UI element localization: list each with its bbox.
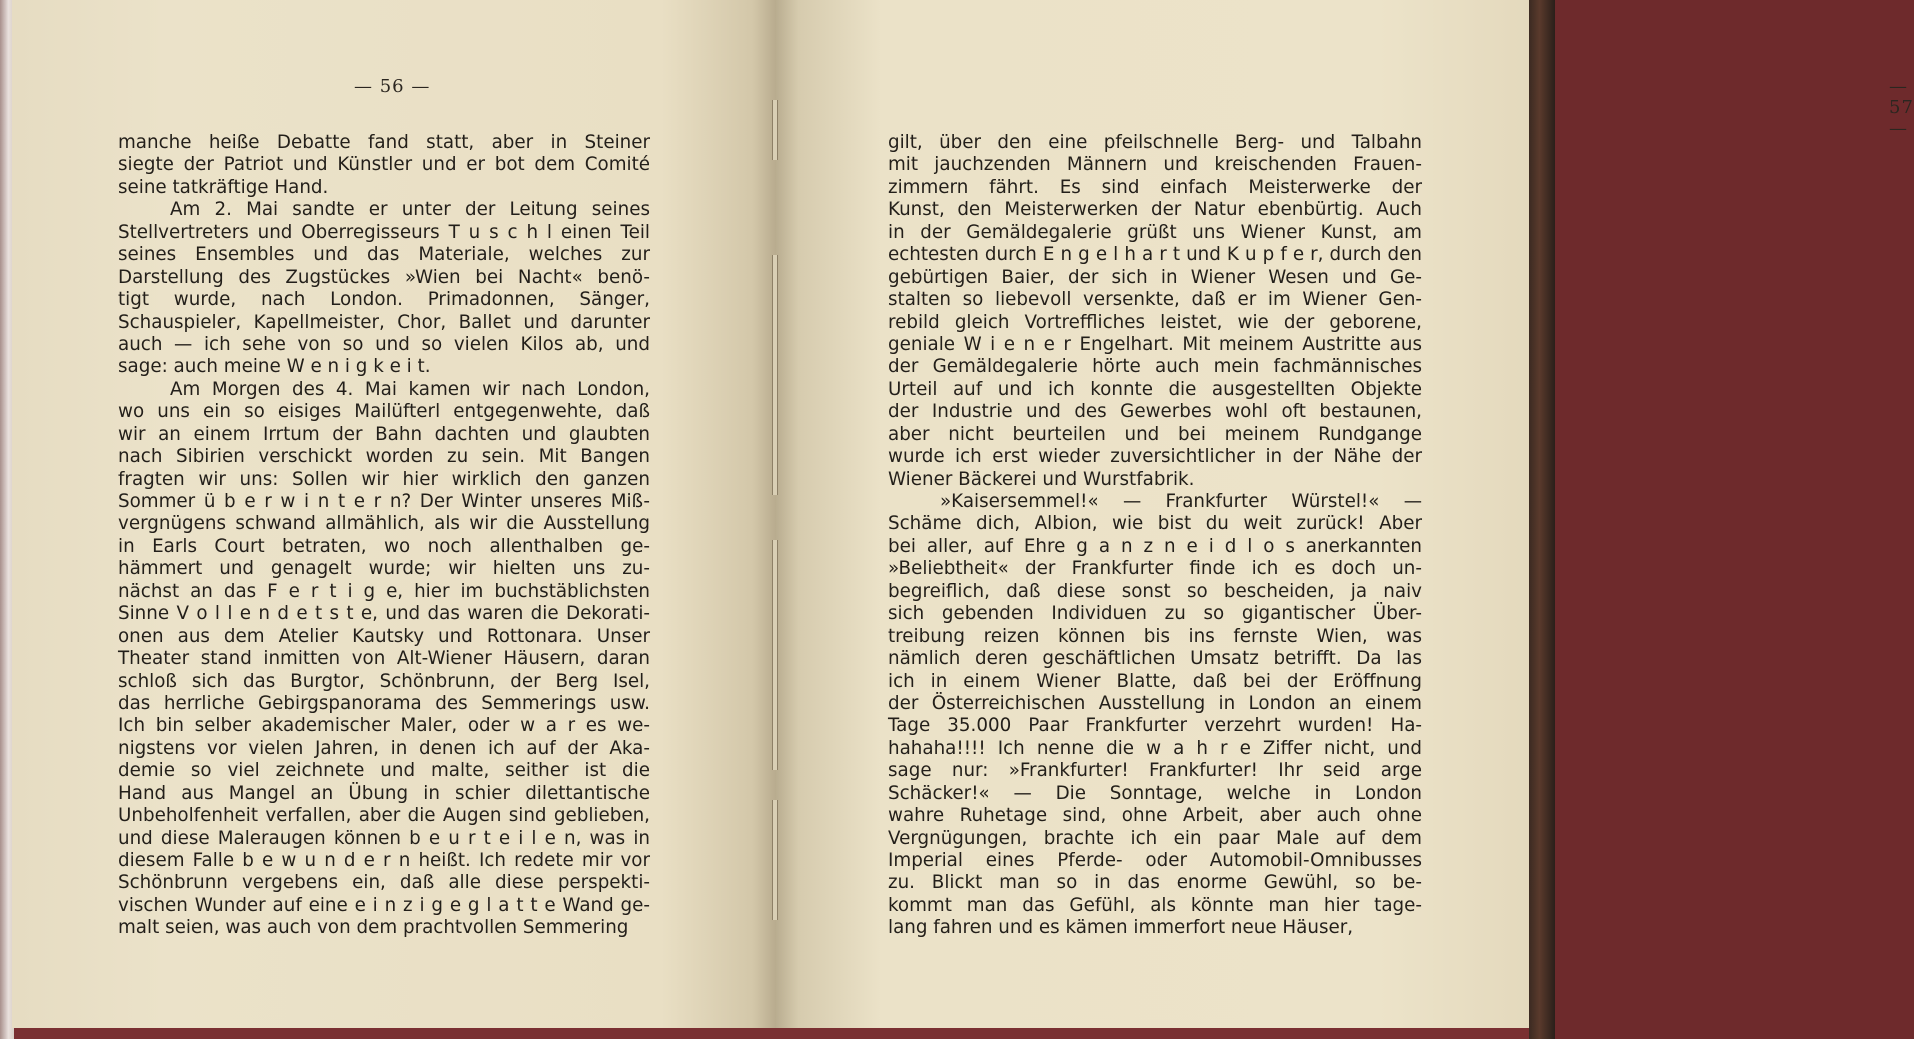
text-line: sich gebenden Individuen zu so gigantischer Über- (888, 603, 1422, 625)
text-line: Schäcker!« — Die Sonntage, welche in London (888, 782, 1422, 804)
text-line: hämmert und genagelt wurde; wir hielten uns zu- (118, 558, 650, 580)
text-line: Am 2. Mai sandte er unter der Leitung seines (170, 199, 650, 221)
text-line: Imperial eines Pferde- oder Automobil-Omnibusses (888, 850, 1422, 871)
text-line: seines Ensembles und das Materiale, welches zur (118, 244, 650, 266)
book-cover-edge-right (1529, 0, 1555, 1039)
page-number-right: — 57 — (1889, 76, 1914, 139)
text-line: sage: auch meine W e n i g k e i t. (118, 356, 431, 378)
text-line: treibung reizen können bis ins fernste Wien, was (888, 625, 1422, 647)
text-line: onen aus dem Atelier Kautsky und Rottonara. Unser (118, 625, 650, 647)
text-line: und diese Maleraugen können b e u r t e i l e n, was in (118, 827, 650, 849)
text-line: fragten wir uns: Sollen wir hier wirklich den ganzen (118, 468, 650, 490)
text-line: sage nur: »Frankfurter! Frankfurter! Ihr seid arge (888, 760, 1422, 782)
text-line: demie so viel zeichnete und malte, seither ist die (118, 760, 650, 782)
text-line: Ich bin selber akademischer Maler, oder w a r es we- (118, 715, 650, 737)
text-line: nächst an das F e r t i g e, hier im buchstäblichsten (118, 580, 650, 602)
text-line: Theater stand inmitten von Alt-Wiener Häusern, daran (118, 648, 650, 670)
text-line: das herrliche Gebirgspanorama des Semmerings usw. (118, 692, 650, 714)
text-line: ich in einem Wiener Blatte, daß bei der Eröffnung (888, 670, 1422, 692)
text-line: wurde ich erst wieder zuversichtlicher in der Nähe der (888, 446, 1422, 468)
text-line: gilt, über den eine pfeilschnelle Berg- und Talbahn (888, 132, 1422, 153)
text-line: lang fahren und es kämen immerfort neue Häuser, (888, 917, 1354, 939)
binding-thread (772, 255, 778, 495)
text-line: aber nicht beurteilen und bei meinem Rundgange (888, 423, 1422, 445)
text-line: »Beliebtheit« der Frankfurter finde ich es doch un- (888, 558, 1422, 580)
text-line: Kunst, den Meisterwerken der Natur ebenbürtig. Auch (888, 199, 1422, 221)
text-line: nigstens vor vielen Jahren, in denen ich auf der Aka- (118, 737, 650, 759)
text-line: Stellvertreters und Oberregisseurs T u s c h l einen Teil (118, 221, 650, 243)
text-line: tigt wurde, nach London. Primadonnen, Sänger, (118, 289, 650, 311)
text-line: Hand aus Mangel an Übung in schier dilettantische (118, 782, 650, 804)
binding-thread (772, 540, 778, 770)
text-line: Vergnügungen, brachte ich ein paar Male auf dem (888, 827, 1422, 849)
page-number-left: — 56 — (354, 76, 431, 97)
text-line: echtesten durch E n g e l h a r t und K u p f e r, durch den (888, 244, 1422, 266)
text-line: vischen Wunder auf eine e i n z i g e g l a t t e Wand ge- (118, 894, 650, 916)
text-line: Tage 35.000 Paar Frankfurter verzehrt wurden! Ha- (888, 715, 1422, 737)
text-line: manche heiße Debatte fand statt, aber in Steiner (118, 132, 650, 153)
text-line: Sinne V o l l e n d e t s t e, und das waren die Dekorati- (118, 603, 650, 625)
text-line: Schäme dich, Albion, wie bist du weit zurück! Aber (888, 513, 1422, 535)
text-line: nämlich deren geschäftlichen Umsatz betrifft. Da las (888, 648, 1422, 670)
text-line: Darstellung des Zugstückes »Wien bei Nacht« benö- (118, 266, 650, 288)
text-line: Am Morgen des 4. Mai kamen wir nach London, (170, 378, 650, 400)
text-line: hahaha!!!! Ich nenne die w a h r e Ziffer nicht, und (888, 737, 1422, 759)
text-line: seine tatkräftige Hand. (118, 176, 329, 198)
text-line: Schauspieler, Kapellmeister, Chor, Ballet und darunter (118, 311, 650, 333)
text-line: der Österreichischen Ausstellung in London an einem (888, 692, 1422, 714)
text-line: in Earls Court betraten, wo noch allenthalben ge- (118, 535, 650, 557)
text-line: der Gemäldegalerie hörte auch mein fachmännisches (888, 356, 1422, 378)
text-line: begreiflich, daß diese sonst so bescheiden, ja naiv (888, 580, 1422, 602)
text-line: Schönbrunn vergebens ein, daß alle diese perspekti- (118, 872, 650, 894)
text-line: rebild gleich Vortreffliches leistet, wie der geborene, (888, 311, 1422, 333)
text-line: zimmern fährt. Es sind einfach Meisterwerke der (888, 176, 1422, 198)
text-line: siegte der Patriot und Künstler und er bot dem Comité (118, 154, 650, 176)
text-line: kommt man das Gefühl, als könnte man hier tage- (888, 894, 1422, 916)
text-line: diesem Falle b e w u n d e r n heißt. Ich redete mir vor (118, 850, 650, 871)
text-line: wo uns ein so eisiges Mailüfterl entgegenwehte, daß (118, 401, 650, 423)
text-line: mit jauchzenden Männern und kreischenden Frauen- (888, 154, 1422, 176)
text-line: nach Sibirien verschickt worden zu sein. Mit Bangen (118, 446, 650, 468)
text-line: der Industrie und des Gewerbes wohl oft bestaunen, (888, 401, 1422, 423)
text-line: Unbeholfenheit verfallen, aber die Augen sind geblieben, (118, 805, 650, 827)
text-line: Sommer ü b e r w i n t e r n? Der Winter unseres Miß- (118, 491, 650, 512)
text-line: gebürtigen Baier, der sich in Wiener Wesen und Ge- (888, 266, 1422, 288)
left-page-text (118, 132, 650, 940)
text-line: Wiener Bäckerei und Wurstfabrik. (888, 468, 1195, 490)
text-line: vergnügens schwand allmählich, als wir die Ausstellung (118, 513, 650, 535)
text-line: »Kaisersemmel!« — Frankfurter Würstel!« — (940, 491, 1422, 512)
text-line: auch — ich sehe von so und so vielen Kilos ab, und (118, 333, 650, 355)
binding-thread (772, 800, 778, 920)
text-line: malt seien, was auch von dem prachtvollen Semmering (118, 917, 629, 939)
text-line: geniale W i e n e r Engelhart. Mit meinem Austritte aus (888, 333, 1422, 355)
text-line: bei aller, auf Ehre g a n z n e i d l o s anerkannten (888, 535, 1422, 557)
text-line: zu. Blickt man so in das enorme Gewühl, so be- (888, 872, 1422, 894)
text-line: stalten so liebevoll versenkte, daß er im Wiener Gen- (888, 289, 1422, 311)
binding-thread (772, 100, 778, 160)
text-line: Urteil auf und ich konnte die ausgestellten Objekte (888, 378, 1422, 400)
right-page-text (888, 132, 1422, 940)
text-line: in der Gemäldegalerie grüßt uns Wiener Kunst, am (888, 221, 1422, 243)
text-line: wahre Ruhetage sind, ohne Arbeit, aber auch ohne (888, 805, 1422, 827)
text-line: schloß sich das Burgtor, Schönbrunn, der Berg Isel, (118, 670, 650, 692)
text-line: wir an einem Irrtum der Bahn dachten und glaubten (118, 423, 650, 445)
